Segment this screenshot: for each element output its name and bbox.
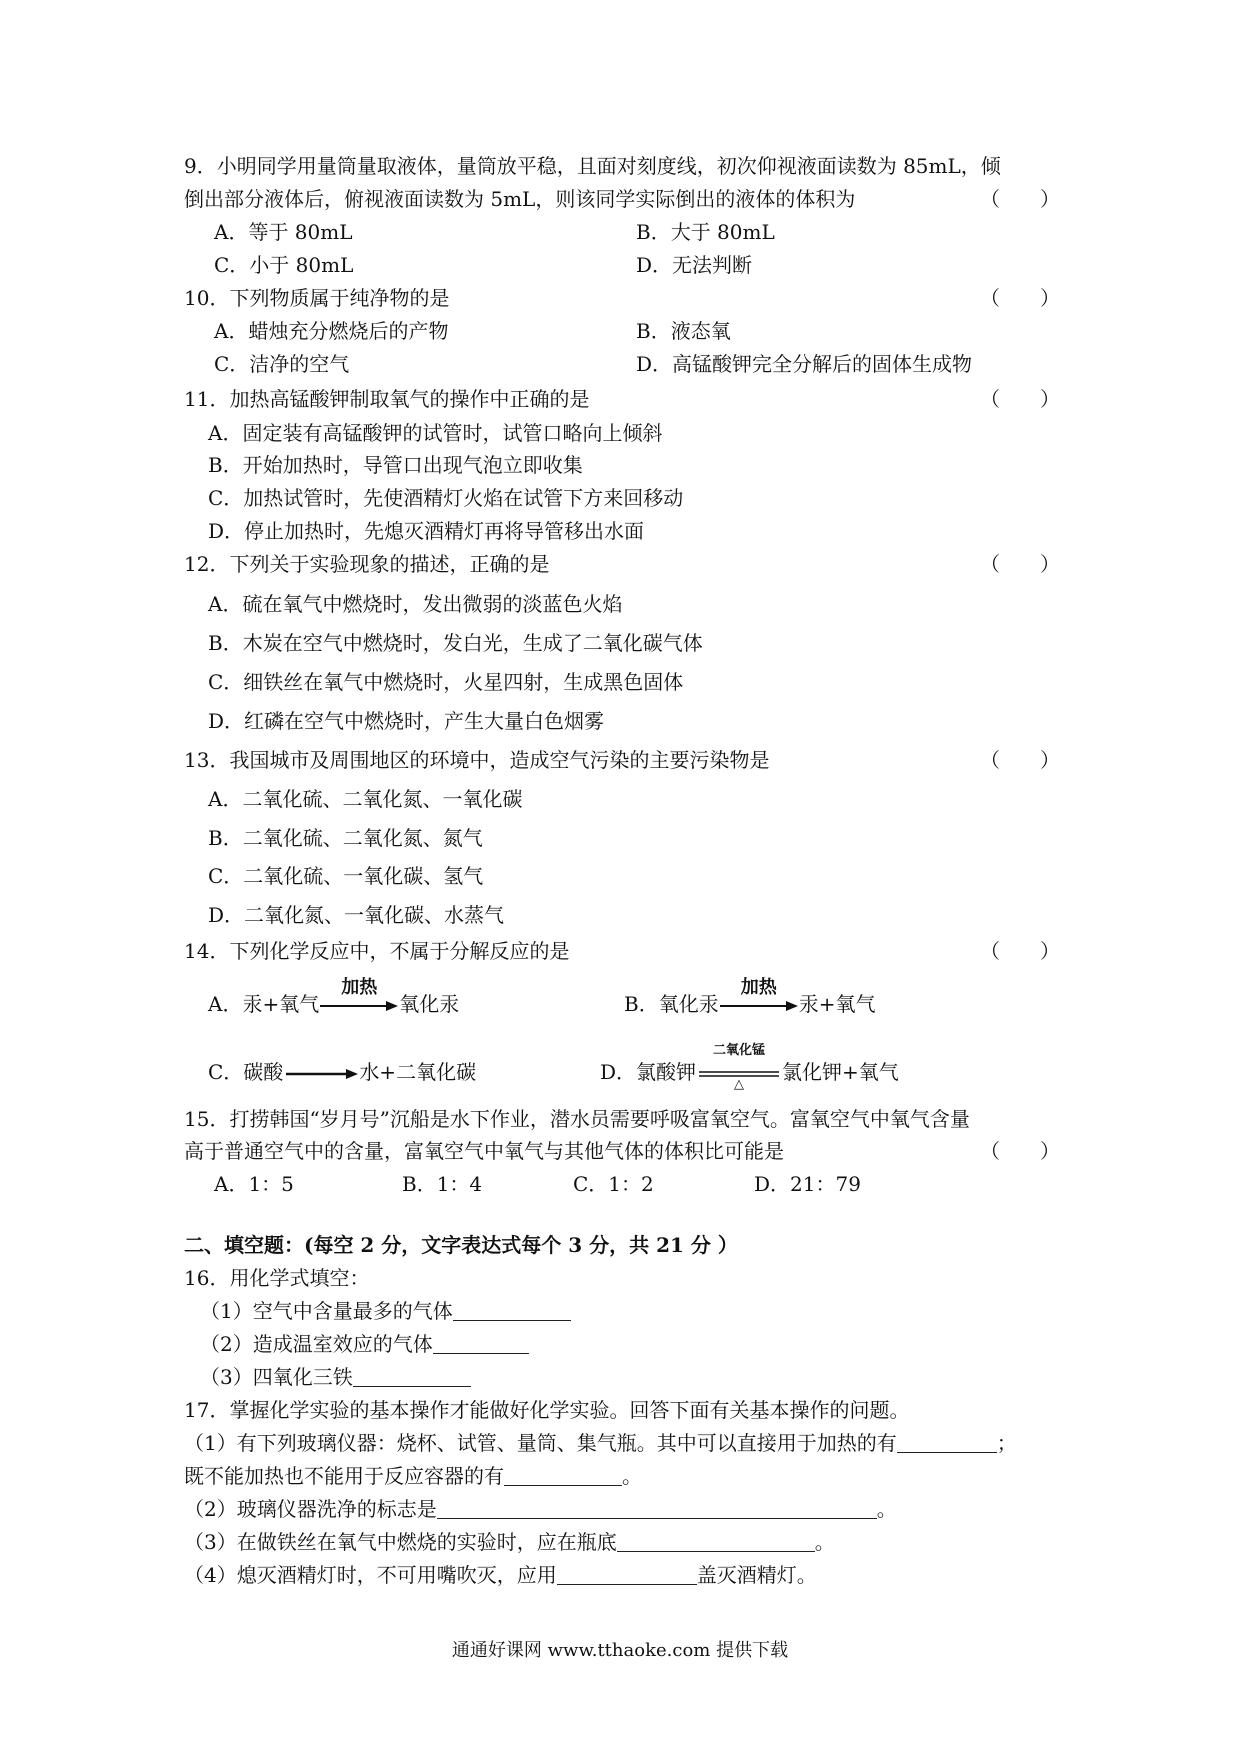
- q14-d-heat-symbol: △: [734, 1076, 745, 1092]
- q14-option-a[interactable]: [208, 976, 460, 1016]
- q17-part-1a: [184, 1431, 1017, 1455]
- q9-option-d[interactable]: D．无法判断: [636, 253, 753, 277]
- q10-option-a[interactable]: A．蜡烛充分燃烧后的产物: [214, 319, 449, 343]
- q10-option-b[interactable]: B．液态氧: [636, 319, 731, 343]
- q16-item-1-blank[interactable]: [453, 1302, 571, 1321]
- q17-part-1b-end: 。: [622, 1464, 642, 1488]
- q17-part-4-label: （4）熄灭酒精灯时，不可用嘴吹灭，应用: [184, 1563, 557, 1587]
- q11-option-b[interactable]: B．开始加热时，导管口出现气泡立即收集: [208, 453, 583, 477]
- q14-c-arrow: [284, 1068, 358, 1080]
- q11-option-d[interactable]: D．停止加热时，先熄灭酒精灯再将导管移出水面: [208, 519, 645, 543]
- q14-b-reactants: B．氧化汞: [624, 992, 719, 1016]
- q10-stem: 10．下列物质属于纯净物的是: [184, 286, 450, 310]
- q10-answer-bracket[interactable]: （ ）: [980, 286, 1060, 310]
- q17-part-1a-end: ；: [996, 1431, 1017, 1455]
- q17-part-1a-label: （1）有下列玻璃仪器：烧杯、试管、量筒、集气瓶。其中可以直接用于加热的有: [184, 1431, 897, 1455]
- q13-option-c[interactable]: C．二氧化硫、一氧化碳、氢气: [208, 864, 484, 888]
- q17-part-2-blank[interactable]: [437, 1500, 877, 1519]
- q14-b-condition: 加热: [740, 976, 777, 998]
- q17-part-3-end: 。: [814, 1530, 835, 1554]
- q13-stem: 13．我国城市及周围地区的环境中，造成空气污染的主要污染物是: [184, 748, 770, 772]
- q14-a-reactants: A．汞+氧气: [208, 992, 320, 1016]
- q14-c-reactants: C．碳酸: [208, 1060, 284, 1084]
- q16-item-3: [200, 1365, 471, 1389]
- q12-stem: 12．下列关于实验现象的描述，正确的是: [184, 552, 550, 576]
- q12-option-a[interactable]: A．硫在氧气中燃烧时，发出微弱的淡蓝色火焰: [208, 592, 623, 616]
- q17-part-2-label: （2）玻璃仪器洗净的标志是: [184, 1497, 437, 1521]
- q14-option-d[interactable]: [600, 1042, 899, 1092]
- q11-option-c[interactable]: C．加热试管时，先使酒精灯火焰在试管下方来回移动: [208, 486, 684, 510]
- section-2-title: 二、填空题：(每空 2 分，文字表达式每个 3 分，共 21 分 ）: [184, 1233, 738, 1257]
- q17-part-1b: [184, 1464, 642, 1488]
- q13-option-d[interactable]: D．二氧化氮、一氧化碳、水蒸气: [208, 903, 505, 927]
- q15-line2: 高于普通空气中的含量，富氧空气中氧气与其他气体的体积比可能是: [184, 1139, 784, 1163]
- q9-option-a[interactable]: A．等于 80mL: [214, 220, 353, 244]
- q16-stem: 16．用化学式填空：: [184, 1266, 370, 1290]
- q13-option-a[interactable]: A．二氧化硫、二氧化氮、一氧化碳: [208, 787, 523, 811]
- q17-part-4-blank[interactable]: [557, 1566, 697, 1585]
- q15-option-b[interactable]: B．1：4: [402, 1172, 483, 1196]
- q14-stem: 14．下列化学反应中，不属于分解反应的是: [184, 939, 570, 963]
- q17-part-2: [184, 1497, 897, 1521]
- q13-answer-bracket[interactable]: （ ）: [980, 748, 1060, 772]
- q14-c-products: 水+二氧化碳: [359, 1060, 477, 1084]
- q11-option-a[interactable]: A．固定装有高锰酸钾的试管时，试管口略向上倾斜: [208, 421, 663, 445]
- q15-answer-bracket[interactable]: （ ）: [980, 1139, 1060, 1163]
- q9-line2: 倒出部分液体后，俯视液面读数为 5mL，则该同学实际倒出的液体的体积为: [184, 187, 856, 211]
- q15-option-d[interactable]: D．21：79: [754, 1172, 861, 1196]
- q14-d-products: 氯化钾+氧气: [782, 1060, 899, 1084]
- q12-answer-bracket[interactable]: （ ）: [980, 552, 1060, 576]
- q14-b-arrow: [720, 976, 798, 1012]
- q14-option-c[interactable]: [208, 1060, 476, 1084]
- q10-option-d[interactable]: D．高锰酸钾完全分解后的固体生成物: [636, 352, 973, 376]
- q10-option-c[interactable]: C．洁净的空气: [214, 352, 350, 376]
- q17-part-3-blank[interactable]: [617, 1533, 815, 1552]
- q17-part-4-end: 盖灭酒精灯。: [696, 1563, 817, 1587]
- q14-a-arrow: [320, 976, 398, 1012]
- q16-item-2: [200, 1332, 529, 1356]
- q17-part-1b-label: 既不能加热也不能用于反应容器的有: [184, 1464, 504, 1488]
- q14-b-products: 汞+氧气: [798, 992, 876, 1016]
- q17-part-1b-blank[interactable]: [504, 1467, 622, 1486]
- q16-item-1: [200, 1299, 571, 1323]
- q16-item-3-label: （3）四氧化三铁: [200, 1365, 353, 1389]
- q12-option-b[interactable]: B．木炭在空气中燃烧时，发白光，生成了二氧化碳气体: [208, 631, 703, 655]
- q14-answer-bracket[interactable]: （ ）: [980, 939, 1060, 963]
- q16-item-2-label: （2）造成温室效应的气体: [200, 1332, 433, 1356]
- q17-part-1a-blank[interactable]: [897, 1434, 997, 1453]
- q9-answer-bracket[interactable]: （ ）: [980, 187, 1060, 211]
- q14-d-equals-sign: [697, 1042, 781, 1092]
- q17-stem: 17．掌握化学实验的基本操作才能做好化学实验。回答下面有关基本操作的问题。: [184, 1398, 910, 1422]
- q14-d-reactants: D．氯酸钾: [600, 1060, 697, 1084]
- q13-option-b[interactable]: B．二氧化硫、二氧化氮、氮气: [208, 826, 483, 850]
- q12-option-c[interactable]: C．细铁丝在氧气中燃烧时，火星四射，生成黑色固体: [208, 670, 684, 694]
- q17-part-4: [184, 1563, 817, 1587]
- footer-download-note: 通通好课网 www.tthaoke.com 提供下载: [451, 1640, 789, 1661]
- q17-part-3-label: （3）在做铁丝在氧气中燃烧的实验时，应在瓶底: [184, 1530, 617, 1554]
- q15-option-a[interactable]: A．1：5: [214, 1172, 294, 1196]
- q16-item-2-blank[interactable]: [433, 1335, 529, 1354]
- q14-option-b[interactable]: [624, 976, 876, 1016]
- q17-part-2-end: 。: [876, 1497, 897, 1521]
- q14-a-condition: 加热: [341, 976, 378, 998]
- q16-item-1-label: （1）空气中含量最多的气体: [200, 1299, 453, 1323]
- q12-option-d[interactable]: D．红磷在空气中燃烧时，产生大量白色烟雾: [208, 709, 605, 733]
- q9-option-b[interactable]: B．大于 80mL: [636, 220, 775, 244]
- q17-part-3: [184, 1530, 835, 1554]
- q15-line1: 15．打捞韩国“岁月号”沉船是水下作业，潜水员需要呼吸富氧空气。富氧空气中氧气含量: [184, 1107, 970, 1131]
- q15-option-c[interactable]: C．1：2: [573, 1172, 654, 1196]
- q11-stem: 11．加热高锰酸钾制取氧气的操作中正确的是: [184, 387, 590, 411]
- q14-d-catalyst: 二氧化锰: [713, 1042, 766, 1058]
- q11-answer-bracket[interactable]: （ ）: [980, 387, 1060, 411]
- q9-line1: 9．小明同学用量筒量取液体，量筒放平稳，且面对刻度线，初次仰视液面读数为 85mL，倾: [184, 154, 1001, 178]
- q9-option-c[interactable]: C．小于 80mL: [214, 253, 354, 277]
- q16-item-3-blank[interactable]: [353, 1368, 471, 1387]
- q14-a-products: 氧化汞: [399, 992, 460, 1016]
